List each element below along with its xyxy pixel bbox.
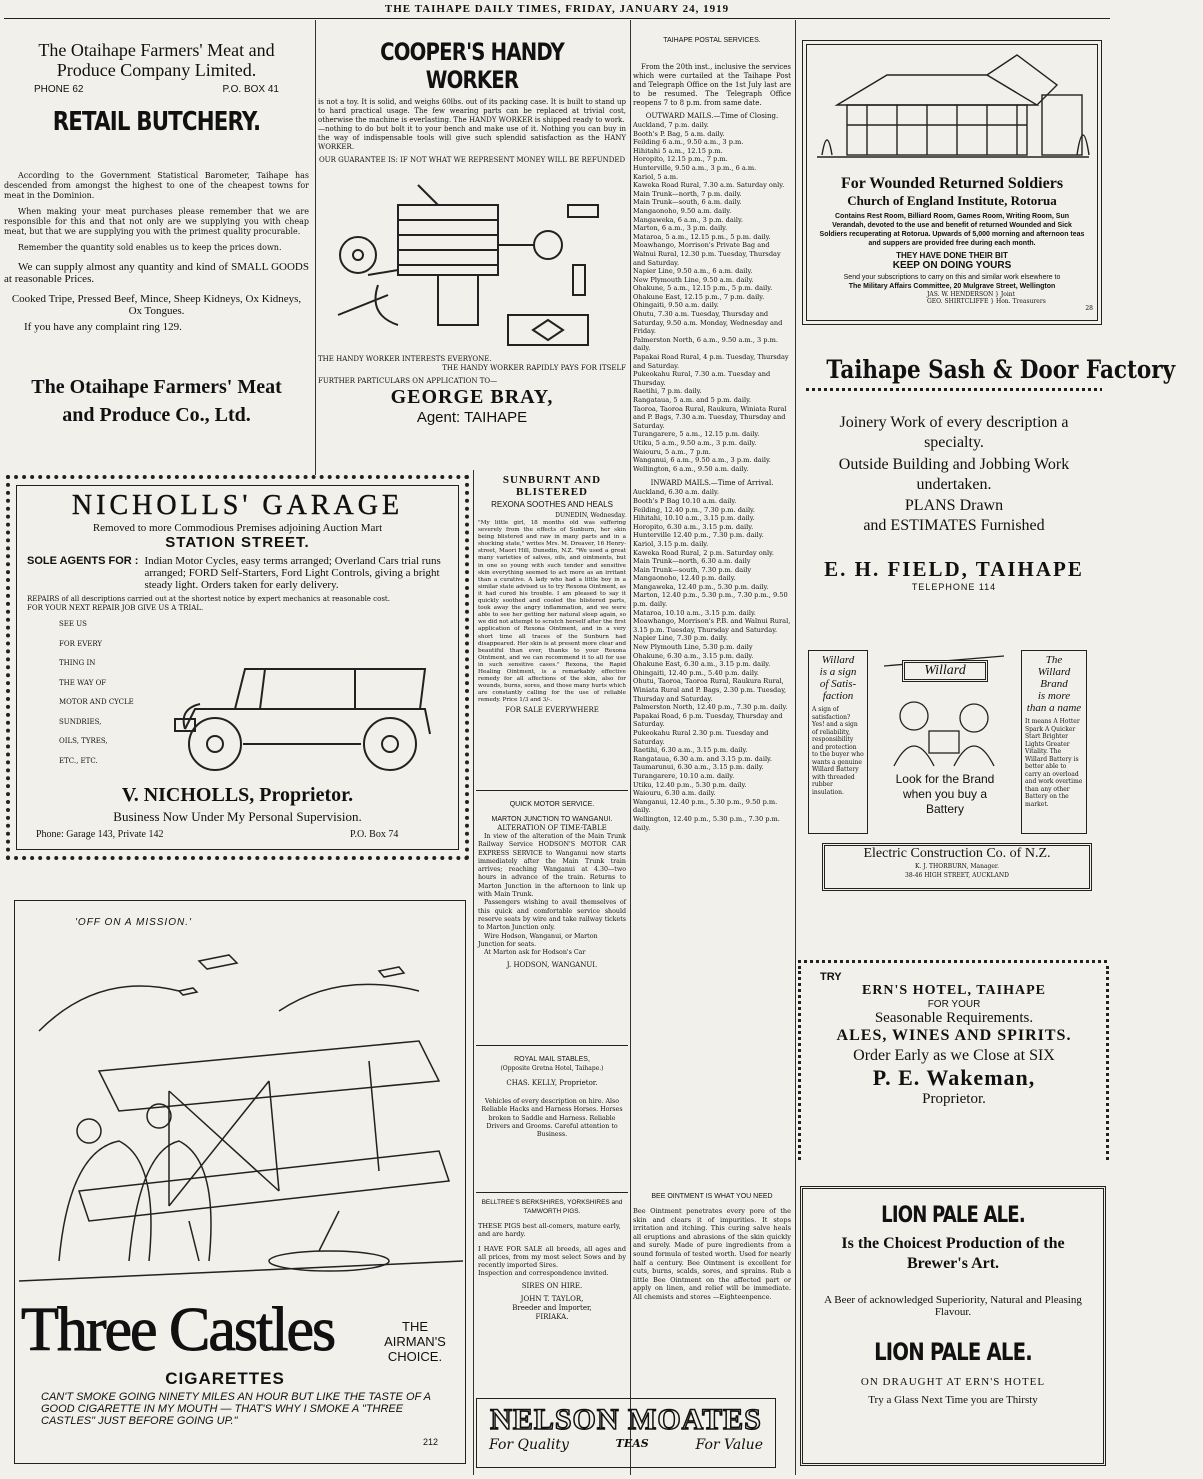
nelson-ad [476,1398,776,1468]
pigs-p1: THESE PIGS best all-comers, mature early, and are hardy. [478,1222,621,1239]
butchery-box: P.O. BOX 41 [222,84,279,95]
rotorua-sub: Church of England Institute, Rotorua [847,193,1057,208]
pigs-ad [478,1198,626,1393]
rotorua-ad [802,40,1102,325]
bee-title: BEE OINTMENT IS WHAT YOU NEED [651,1193,773,1200]
butchery-phone: PHONE 62 [34,84,84,95]
outward-head: OUTWARD MAILS.—Time of Closing. [645,112,779,120]
sash-l1: Joinery Work of every description a specialty. [839,414,1069,451]
cooper-interests: THE HANDY WORKER INTERESTS EVERYONE. [318,355,492,363]
willard-right-body: It means A Hotter Spark A Quicker Start Brighter Lights Greater Vitality. The Willard Battery is better able to carry an overload and work overtime than any other Battery on the market. [1025,718,1083,808]
masthead: THE TAIHAPE DAILY TIMES, FRIDAY, JANUARY 24, 1919 [384,3,730,15]
postal-intro: From the 20th inst., inclusive the services which were curtailed at the Taihape Post and Telegraph Office on the 1st July last are to be resumed. The Telegraph Office reopens 7 to 8 p.m. from same date. [633,63,791,107]
garage-inner [16,485,459,850]
rexona-rule [476,790,628,791]
butchery-ad [4,40,309,465]
bee-ad [633,1192,791,1382]
hotel-prop: Proprietor. [922,1091,986,1107]
cooper-pays: THE HANDY WORKER RAPIDLY PAYS FOR ITSELF [442,364,626,372]
rexona-place: DUNEDIN, Wednesday. [555,512,626,519]
hotel-for: FOR YOUR [927,999,981,1010]
bee-body: Bee Ointment penetrates every pore of the skin and clears it of impurities. It stops irritation and itching. This curing salve heals all eruptions and abrasions of the skin quickly and surely. Made of pure ingredients from a sound formula of tested worth. Used for nearly half a century. Bee Ointment is excellent for cuts, burns, scalds, sores, and sprains. Rub a little Bee Ointment on the affected part or apply on linen, and relief will be immediate. All chemists and stores —Eighteenpence. [633,1207,791,1301]
garage-repairs: REPAIRS of all descriptions carried out at the shortest notice by expert mechanics at reasonable cost. [27,595,390,603]
motor-ad [478,800,626,1035]
motor-wire: Wire Hodson, Wanganui, or Marton Junction for seats. [478,932,598,948]
willard-left-head: Willard is a sign of Satis- faction [819,654,857,702]
handy-worker-illustration [318,165,618,355]
lion-title2: LION PALE ALE. [874,1338,1032,1366]
castles-side [377,1319,453,1364]
stables-title: ROYAL MAIL STABLES, [514,1056,590,1063]
pigs-name: JOHN T. TAYLOR, [520,1294,584,1303]
sash-name: E. H. FIELD, TAIHAPE [824,557,1084,581]
nelson-right: For Value [695,1437,763,1453]
rotorua-slogan2: KEEP ON DOING YOURS [892,260,1012,271]
garage-title: NICHOLLS' GARAGE [71,490,404,521]
cooper-name: GEORGE BRAY, [390,386,554,408]
willard-center: Look for the Brand when you buy a Battery [895,772,995,816]
pigs-p3: Inspection and correspondence invited. [478,1269,609,1278]
lion-try: Try a Glass Next Time you are Thirsty [868,1394,1038,1406]
pigs-title: BELLTREE'S BERKSHIRES, YORKSHIRES and TAMWORTH PIGS. [481,1199,623,1215]
sash-ad [798,355,1176,620]
stables-prop: CHAS. KELLY, Proprietor. [506,1079,598,1087]
sash-l2: Outside Building and Jobbing Work undertaken. [838,456,1070,493]
cooper-ad [318,38,626,470]
sash-border [806,388,1102,391]
castles-side1: THE [402,1319,428,1334]
rexona-title: SUNBURNT AND BLISTERED [502,474,602,498]
rexona-ad [478,474,626,784]
hotel-border-top [798,960,1110,963]
masthead-rule [4,18,1110,19]
garage-list: SEE US FOR EVERY THING IN THE WAY OF MOTOR AND CYCLE SUNDRIES, OILS, TYRES, ETC., ETC. [59,620,134,765]
castles-caption: 'OFF ON A MISSION.' [75,917,192,928]
nelson-brand: NELSON MOATES [490,1403,762,1436]
castles-side3: CHOICE. [387,1349,443,1364]
castles-num: 212 [423,1437,439,1447]
lion-ad [800,1186,1106,1466]
garage-box: P.O. Box 74 [350,829,399,840]
rotorua-num: 28 [1085,305,1093,312]
column-rule [473,470,474,1475]
cooper-title: COOPER'S HANDY WORKER [380,38,564,94]
rotorua-sig1: JAS. W. HENDERSON } Joint [927,291,1016,298]
rexona-body: "My little girl, 18 months old was suffering severely from the effects of Sunburn, her skin being blistered and raw in many parts and in a shocking state," writes Mrs. M. Dreaver, 16 Henry-street, Maori Hill, Dunedin, N.Z. "We used a great many varieties of salves, oils, and ointments, but in one so young with such tender and sensitive skin everything seemed to act more as an irritant than a curative. A lady who had a little boy in a similar state advised us to try Rexona Ointment, as it had cured his trouble. I am pleased to say it quickly soothed and cooled the blistered parts, took away the angry inflammation, and we were able to see her getting her natural sleep again, so we did not attempt to scratch herself after the first application of Rexona Ointment, and in a very short time all traces of the Sunburn had disappeared. Her skin is at present more clear and beautiful than ever, thanks to your Rexona Ointment, and we can recommend it to all for use in such sensitive cases." Rexona, the Rapid Healing Ointment, is a remarkably effective remedy for all affections of the skin, also for wounds, burns, sores, and those many hurts which are constantly calling for the use of reliable remedy. Price 1/3 and 3/-. [478,520,626,704]
cooper-agent: Agent: TAIHAPE [416,409,528,426]
cooper-p1: is not a toy. It is solid, and weighs 60lbs. out of its packing case. It is built to stand up to hard practical usage. The few wearing parts can be replaced at trivial cost, otherwise the machine is everlasting. The HANDY WORKER is shipped ready to work. [318,98,626,124]
butchery-p6: If you have any complaint ring 129. [24,321,182,333]
butchery-footer: The Otaihape Farmers' Meat and Produce Co., Ltd. [31,376,282,426]
butchery-p4: We can supply almost any quantity and kind of SMALL GOODS at reasonable Prices. [4,261,309,285]
motor-ask: At Marton ask for Hodson's Car [484,949,586,957]
motor-alter: ALTERATION OF TIME-TABLE [497,824,607,832]
garage-street: STATION STREET. [165,534,310,551]
butchery-title: The Otaihape Farmers' Meat and Produce Company Limited. [38,40,275,80]
willard-addr2: 38-46 HIGH STREET, AUCKLAND [905,872,1009,879]
rotorua-heading: For Wounded Returned Soldiers [840,175,1064,192]
stables-sub: (Opposite Gretna Hotel, Taihape.) [500,1065,604,1072]
inward-head: INWARD MAILS.—Time of Arrival. [650,479,774,488]
garage-phone: Phone: Garage 143, Private 142 [36,829,164,840]
motor-route: MARTON JUNCTION TO WANGANUI. [491,816,613,823]
motor-rule [476,1045,628,1046]
nelson-mid: TEAS [615,1437,649,1450]
biplane-airmen-illustration [19,931,463,1291]
garage-business: Business Now Under My Personal Supervision. [113,809,362,824]
hotel-name: P. E. Wakeman, [872,1065,1036,1090]
column-rule [630,20,631,1475]
butchery-p2: When making your meat purchases please remember that we are responsible for this and that not only are we supplying you with cheap meat, but that we are supplying you with the primest quality procurable. [4,207,309,236]
butchery-contact [4,80,309,99]
willard-left-body: A sign of satisfaction? Yes! and a sign of reliability, responsibility and protection to the buyer who wants a genuine Willard Battery with threaded rubber insulation. [812,706,864,796]
rotorua-inner [806,44,1098,321]
hotel-seasonable: Seasonable Requirements. [874,1010,1034,1026]
willard-right-panel [1021,650,1087,834]
hotel-ad [798,960,1110,1160]
inward-list: Auckland, 6.30 a.m. daily. Booth's P Bag 10.10 a.m. daily. Feilding, 12.40 p.m., 7.30 p.m. daily. Hihitahi, 10.10 a.m., 3.15 p.m. daily. Horopito, 6.30 a.m., 3.15 p.m. daily. Hunterville 12.40 p.m., 7.30 p.m. daily. Kariol, 3.15 p.m. daily. Kaweka Road Rural, 2 p.m. Saturday only. Main Trunk—north, 6.30 a.m. daily Main Trunk—south, 7.30 p.m. daily Mangaonoho, 12.40 p.m. daily. Mangaweka, 12.40 p.m., 5.30 p.m. daily. Marton, 12.40 p.m., 5.30 p.m., 7.30 p.m., 9.50 p.m. daily. Mataroa, 10.10 a.m., 3.15 p.m. daily. Moawhango, Morrison's P.B. and Walnui Rural, 3.15 p.m. Tuesday, Thursday and Saturday. Napier Line, 7.30 p.m. daily. New Plymouth Line, 5.30 p.m. daily Ohakune, 6.30 a.m., 3.15 p.m. daily. Ohakune East, 6.30 a.m., 3.15 p.m. daily. Ohingaiti, 12.40 p.m., 5.40 p.m. daily. Ohutu, Taoroa, Taoroa Rural, Raukura Rural, Winiata Rural and P. Bags, 2.30 p.m. Tuesday, Thursday and Saturday. Palmerston North, 12.40 p.m., 7.30 p.m. daily. Papakai Road, 6 p.m. Tuesday, Thursday and Saturday. Pukeokahu Rural 2.30 p.m. Tuesday and Saturday. Raetihi, 6.30 a.m., 3.15 p.m. daily. Rangataua, 6.30 a.m. and 3.15 p.m. daily. Taumarunui, 6.30 a.m., 3.15 p.m. daily. Turangarere, 10.10 a.m. daily. Utiku, 12.40 p.m., 5.30 p.m. daily. Waiouru, 6.30 a.m. daily. Wanganui, 12.40 p.m., 5.30 p.m., 9.50 p.m. daily. Wellington, 12.40 p.m., 5.30 p.m., 7.30 p.m. daily. [633,488,791,832]
pigs-hire: SIRES ON HIRE. [521,1281,583,1290]
stables-body: Vehicles of every description on hire. Also Reliable Hacks and Harness Horses. Horses broken to Saddle and Harness. Reliable Drivers and Grooms. Careful attention to Business. [481,1098,623,1139]
butchery-p3: Remember the quantity sold enables us to keep the prices down. [18,243,282,252]
sash-tel: TELEPHONE 114 [911,582,997,592]
hotel-order: Order Early as we Close at SIX [853,1047,1055,1064]
willard-illustration [874,646,1016,836]
lion-title: LION PALE ALE. [881,1203,1025,1228]
hotel-try: TRY [820,971,842,983]
postal-services [633,36,791,832]
pigs-role: Breeder and Importer, [512,1303,592,1312]
garage-removed: Removed to more Commodious Premises adjoining Auction Mart [92,522,383,534]
cooper-p2: —nothing to do but bolt it to your bench and make use of it. Nothing you can buy in the way of indispensable tools will give such splendid satisfaction as the HANY WORKER. [318,125,626,151]
motor-sig: J. HODSON, WANGANUI. [506,961,598,970]
garage-sole-label: SOLE AGENTS FOR : [27,555,139,567]
sash-title: Taihape Sash & Door Factory [826,355,1176,384]
motor-body2: Passengers wishing to avail themselves of this quick and comfortable service should reserve seats by wire and take railway tickets to Marton Junction only. [478,899,626,932]
rotorua-committee: The Military Affairs Committee, 20 Mulgrave Street, Wellington [848,283,1056,290]
rexona-sub: REXONA SOOTHES AND HEALS [491,500,613,509]
stables-ad [478,1055,626,1190]
motor-body: In view of the alteration of the Main Trunk Railway Service HODSON'S MOTOR CAR EXPRESS SERVICE to Wanganui now starts immediately after the Main Trunk train arrives; reaching Wanganui at 4.30—two hours in advance of the train. Returns to Marton Junction in the afternoon to link up with Main Trunk. [478,833,626,899]
garage-sole-row [27,555,448,591]
butchery-heading: RETAIL BUTCHERY. [52,107,261,137]
pigs-place: FIRIAKA. [535,1312,569,1321]
cooper-guarantee: OUR GUARANTEE IS: IF NOT WHAT WE REPRESENT MONEY WILL BE REFUNDED [318,156,626,164]
castles-brand: Three Castles [21,1296,335,1364]
rotorua-p1: Contains Rest Room, Billiard Room, Games Room, Writing Room, Sun Verandah, devoted to the use and benefit of returned Wounded and Sick Soldiers recuperating at Rotorua. Upwards of 5,000 morning and afternoon teas and suppers are provided free during each month. [819,213,1085,247]
willard-company-box [822,843,1092,891]
hotel-ales: ALES, WINES AND SPIRITS. [836,1027,1072,1044]
butchery-p1: According to the Government Statistical Barometer, Taihape has descended from amongst the highest to one of the cheapest towns for meat in the Dominion. [4,171,309,200]
butchery-p5: Cooked Tripe, Pressed Beef, Mince, Sheep Kidneys, Ox Kidneys, Ox Tongues. [11,293,302,317]
column-rule [795,20,796,1475]
hotel-side-rule-right [1106,966,1109,1160]
lion-choicest: Is the Choicest Production of the Brewer's Art. [841,1235,1065,1272]
willard-company: Electric Construction Co. of N.Z. [863,846,1051,861]
rotorua-slogan1: THEY HAVE DONE THEIR BIT [896,251,1008,260]
nelson-left: For Quality [489,1437,569,1453]
pigs-p2: I HAVE FOR SALE all breeds, all ages and all prices, from my most select Sows and by recently imported Sires. [478,1244,626,1270]
touring-car-illustration [165,639,445,774]
hotel-side-rule-left [798,966,801,1160]
outward-list: Auckland, 7 p.m. daily. Booth's P. Bag, 5 a.m. daily. Feilding 6 a.m., 9.50 a.m., 3 p.m. Hihitahi 5 a.m., 12.15 p.m. Horopito, 12.15 p.m., 7 p.m. Hunterville, 9.50 a.m., 3 p.m., 6 a.m. Kariol, 5 a.m. Kaweka Road Rural, 7.30 a.m. Saturday only. Main Trunk—north, 7 p.m. daily. Main Trunk—south, 6 a.m. daily. Mangaonoho, 9.50 a.m. daily. Mangaweka, 6 a.m., 3 p.m. daily. Marton, 6 a.m., 3 p.m. daily. Mataroa, 5 a.m., 12.15 p.m., 5 p.m. daily. Moawhango, Morrison's Private Bag and Walnui Rural, 12.30 p.m. Tuesday, Thursday and Saturday. Napier Line, 9.50 a.m., 6 a.m. daily. New Plymouth Line, 9.50 a.m. daily. Ohakune, 5 a.m., 12.15 p.m., 5 p.m. daily. Ohakune East, 12.15 p.m., 7 p.m. daily. Ohingaiti, 9.50 a.m. daily. Ohutu, 7.30 a.m. Tuesday, Thursday and Saturday, 9.50 a.m. Monday, Wednesday and Friday. Palmerston North, 6 a.m., 9.50 a.m., 3 p.m. daily. Papakai Road Rural, 4 p.m. Tuesday, Thursday and Saturday. Pukeokahu Rural, 7.30 a.m. Tuesday and Thursday. Raetihi, 7 p.m. daily. Rangataua, 5 a.m. and 5 p.m. daily. Taoroa, Taoroa Rural, Raukura, Winiata Rural and P. Bags, 7.30 a.m. Tuesday, Thursday and Saturday. Turangarere, 5 a.m., 12.15 p.m. daily. Utiku, 5 a.m., 9.50 a.m., 3 p.m. daily. Waiouru, 5 a.m., 7 p.m. Wanganui, 6 a.m., 9.50 a.m., 3 p.m. daily. Wellington, 6 a.m., 9.50 a.m. daily. [633,121,789,473]
nelson-tagline [481,1437,771,1453]
column-rule [315,20,316,475]
garage-prop: V. NICHOLLS, Proprietor. [121,784,354,806]
garage-sole: Indian Motor Cycles, easy terms arranged; Overland Cars trial runs arranged; FORD Self-Starters, Ford Light Controls, giving a bright steady light. Orders taken for early delivery. [144,555,441,591]
castles-quote: CAN'T SMOKE GOING NINETY MILES AN HOUR BUT LIKE THE TASTE OF A GOOD CIGARETTE IN MY MOUTH — THAT'S WHY I SMOKE A "THREE CASTLES" JUST BEFORE GOING UP." [41,1391,431,1427]
castles-ad [14,900,466,1464]
lion-draught: ON DRAUGHT AT ERN'S HOTEL [860,1376,1046,1388]
motor-title: QUICK MOTOR SERVICE. [509,801,595,808]
institute-building-illustration [807,45,1099,175]
garage-next: FOR YOUR NEXT REPAIR JOB GIVE US A TRIAL. [27,604,204,612]
garage-ad [6,475,469,860]
willard-sign: Willard [902,660,988,682]
sash-l4: and ESTIMATES Furnished [863,517,1045,534]
willard-addr1: K. J. THORBURN, Manager. [914,863,1000,870]
willard-ad [808,646,1108,941]
cooper-further: FURTHER PARTICULARS ON APPLICATION TO— [318,377,498,385]
castles-cig: CIGARETTES [165,1369,285,1388]
castles-side2: AIRMAN'S [384,1334,446,1349]
willard-left-panel [808,650,868,834]
sash-l3: PLANS Drawn [904,497,1004,514]
willard-right-head: The Willard Brand is more than a name [1026,654,1082,714]
stables-rule [476,1192,628,1193]
rexona-foot: FOR SALE EVERYWHERE [505,706,599,715]
postal-title: TAIHAPE POSTAL SERVICES. [663,37,761,44]
rotorua-send: Send your subscriptions to carry on this and similar work elsewhere to [843,274,1061,281]
rotorua-sig2: GEO. SHIRTCLIFFE } Hon. Treasurers [927,298,1046,305]
lion-beer: A Beer of acknowledged Superiority, Natural and Pleasing Flavour. [824,1294,1082,1318]
hotel-title: ERN'S HOTEL, TAIHAPE [861,983,1047,998]
